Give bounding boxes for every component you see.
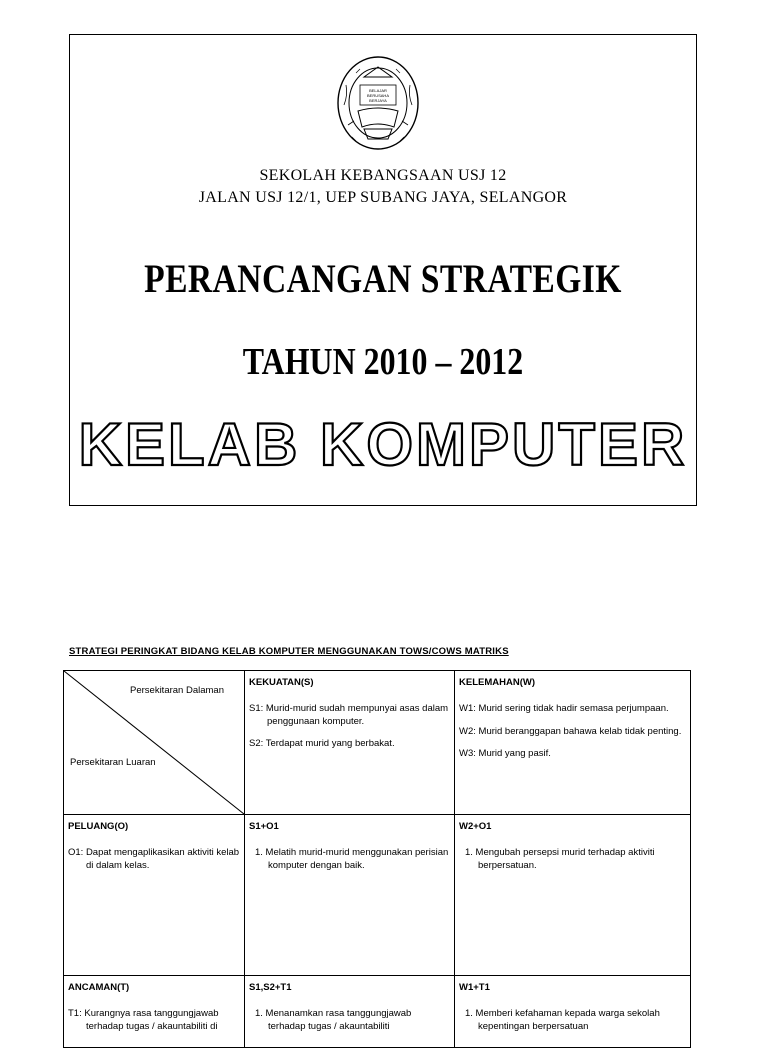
- cover-box: [69, 34, 697, 506]
- threats-header: ANCAMAN(T): [68, 982, 130, 993]
- club-name: KELAB KOMPUTER: [78, 411, 688, 478]
- weaknesses-cell: [455, 671, 691, 815]
- opportunity-item: O1: Dapat mengaplikasikan aktiviti kelab di dalam kelas.: [68, 847, 240, 871]
- wt-strategy-header: W1+T1: [459, 982, 490, 993]
- st-strategy-header: S1,S2+T1: [249, 982, 292, 993]
- so-strategy-cell: [245, 815, 455, 976]
- opportunities-cell: [64, 815, 245, 976]
- opportunities-row: [64, 815, 691, 976]
- internal-environment-label: Persekitaran Dalaman: [130, 685, 224, 696]
- matrix-corner-cell: [64, 671, 245, 815]
- section-heading: STRATEGI PERINGKAT BIDANG KELAB KOMPUTER MENGGUNAKAN TOWS/COWS MATRIKS: [69, 646, 509, 657]
- strength-item: S2: Terdapat murid yang berbakat.: [249, 738, 395, 750]
- threats-row: [64, 976, 691, 1048]
- crest-motto-3: BERJAYA: [369, 98, 387, 103]
- document-title: PERANCANGAN STRATEGIK: [144, 256, 622, 301]
- school-crest-icon: [334, 55, 422, 161]
- school-name: SEKOLAH KEBANGSAAN USJ 12: [259, 167, 507, 184]
- opportunities-header: PELUANG(O): [68, 821, 129, 832]
- school-address: JALAN USJ 12/1, UEP SUBANG JAYA, SELANGOR: [198, 189, 568, 206]
- document-years: TAHUN 2010 – 2012: [242, 341, 524, 383]
- tows-matrix: [63, 670, 691, 1048]
- st-strategy-cell: [245, 976, 455, 1048]
- weaknesses-header: KELEMAHAN(W): [459, 677, 535, 688]
- matrix-header-row: [64, 671, 691, 815]
- weakness-item: W1: Murid sering tidak hadir semasa perjumpaan.: [459, 703, 669, 715]
- strengths-cell: [245, 671, 455, 815]
- strength-item: S1: Murid-murid sudah mempunyai asas dalam penggunaan komputer.: [249, 703, 449, 727]
- wo-strategy-cell: [455, 815, 691, 976]
- wt-strategy-item: 1. Memberi kefahaman kepada warga sekolah kepentingan berpersatuan: [465, 1008, 660, 1032]
- strengths-header: KEKUATAN(S): [249, 677, 314, 688]
- external-environment-label: Persekitaran Luaran: [70, 757, 156, 768]
- threat-item: T1: Kurangnya rasa tanggungjawab terhadap tugas / akauntabiliti di: [68, 1008, 219, 1032]
- st-strategy-item: 1. Menanamkan rasa tanggungjawab terhadap tugas / akauntabiliti: [255, 1008, 412, 1032]
- crest-motto-1: BELAJAR: [369, 88, 387, 93]
- so-strategy-item: 1. Melatih murid-murid menggunakan perisian komputer dengan baik.: [255, 847, 449, 871]
- wt-strategy-cell: [455, 976, 691, 1048]
- crest-motto-2: BERUSAHA: [366, 93, 390, 98]
- weakness-item: W3: Murid yang pasif.: [459, 748, 551, 760]
- weakness-item: W2: Murid beranggapan bahawa kelab tidak penting.: [459, 725, 682, 737]
- threats-cell: [64, 976, 245, 1048]
- wo-strategy-item: 1. Mengubah persepsi murid terhadap aktiviti berpersatuan.: [465, 847, 655, 871]
- so-strategy-header: S1+O1: [249, 821, 279, 832]
- wo-strategy-header: W2+O1: [459, 821, 492, 832]
